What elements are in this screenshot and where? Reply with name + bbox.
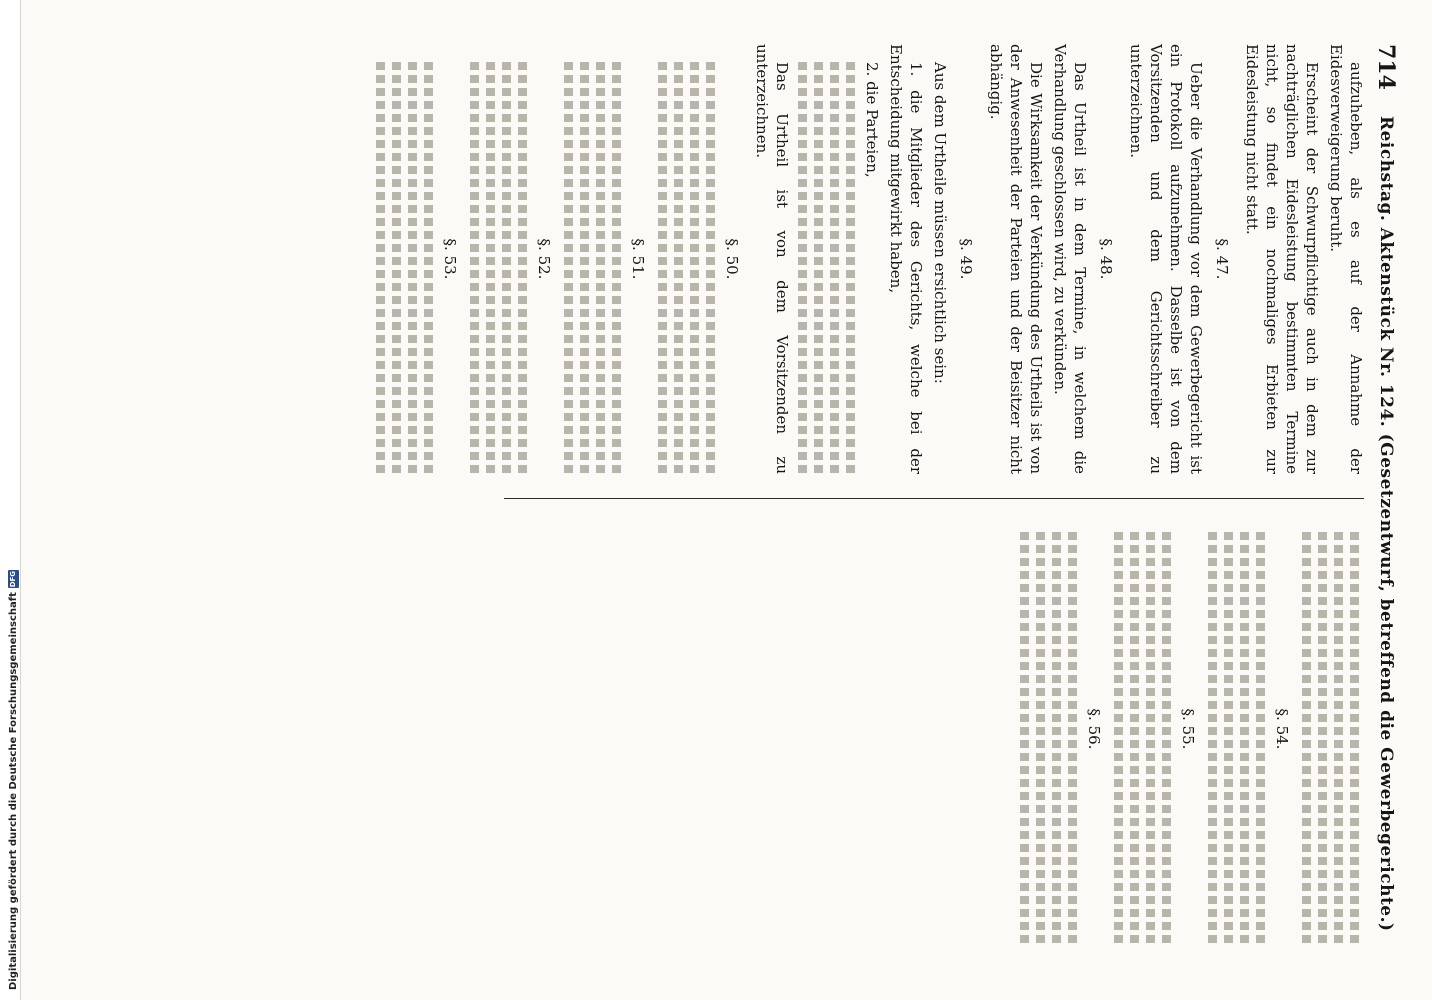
paragraph: Das Urtheil ist von dem Vorsitzenden zu unterzeichnen. <box>753 44 791 474</box>
illegible-passage <box>1114 514 1171 944</box>
section-heading: §. 51. <box>629 238 647 280</box>
illegible-passage <box>376 44 433 474</box>
section-heading: §. 48. <box>1097 238 1115 280</box>
illegible-passage <box>564 44 621 474</box>
page-number: 714 <box>1373 44 1399 90</box>
rotated-page-content <box>112 44 1412 944</box>
paragraph: Das Urtheil ist in dem Termine, in welchem die Verhandlung geschlossen wird, zu verkünden. <box>1051 44 1089 474</box>
running-title: Reichstag. Aktenstück Nr. 124. (Gesetzentwurf, betreffend die Gewerbegerichte.) <box>1376 115 1396 932</box>
section-heading: §. 52. <box>535 238 553 280</box>
right-column <box>1014 514 1366 944</box>
credit-text: Digitalisierung gefördert durch die Deutsche Forschungsgemeinschaft <box>7 592 19 990</box>
paragraph: 2. die Parteien, <box>863 62 881 178</box>
illegible-passage <box>658 44 715 474</box>
section-heading: §. 49. <box>957 238 975 280</box>
paragraph: Aus dem Urtheile müssen ersichtlich sein: <box>931 62 949 384</box>
section-heading: §. 55. <box>1179 708 1197 750</box>
illegible-passage <box>798 44 855 474</box>
section-heading: §. 53. <box>441 238 459 280</box>
illegible-passage <box>1302 514 1359 944</box>
page-header <box>1373 44 1412 944</box>
illegible-passage <box>1020 514 1077 944</box>
left-column <box>370 44 1366 474</box>
digitization-credit <box>6 0 20 990</box>
illegible-passage <box>470 44 527 474</box>
section-heading: §. 47. <box>1213 238 1231 280</box>
dfg-logo: DFG <box>9 570 17 588</box>
paragraph: 1. die Mitglieder des Gerichts, welche bei der Entscheidung mitgewirkt haben, <box>887 44 925 474</box>
illegible-passage <box>1208 514 1265 944</box>
paragraph: Erscheint der Schwurpflichtige auch in dem zur nachträglichen Eidesleistung bestimmten Termine nicht, so findet ein nochmaliges Erbieten zur Eidesleistung nicht statt. <box>1243 44 1321 474</box>
paragraph: Ueber die Verhandlung vor dem Gewerbegericht ist ein Protokoll aufzunehmen. Dasselbe ist von dem Vorsitzenden und dem Gerichtsschreiber zu unterzeichnen. <box>1127 44 1205 474</box>
paragraph: Die Wirksamkeit der Verkündung des Urtheils ist von der Anwesenheit der Parteien und der Beisitzer nicht abhängig. <box>987 44 1045 474</box>
section-heading: §. 54. <box>1273 708 1291 750</box>
column-divider <box>504 498 1364 499</box>
paragraph: aufzuheben, als es auf der Annahme der Eidesverweigerung beruht. <box>1327 44 1365 474</box>
section-heading: §. 56. <box>1085 708 1103 750</box>
section-heading: §. 50. <box>723 238 741 280</box>
